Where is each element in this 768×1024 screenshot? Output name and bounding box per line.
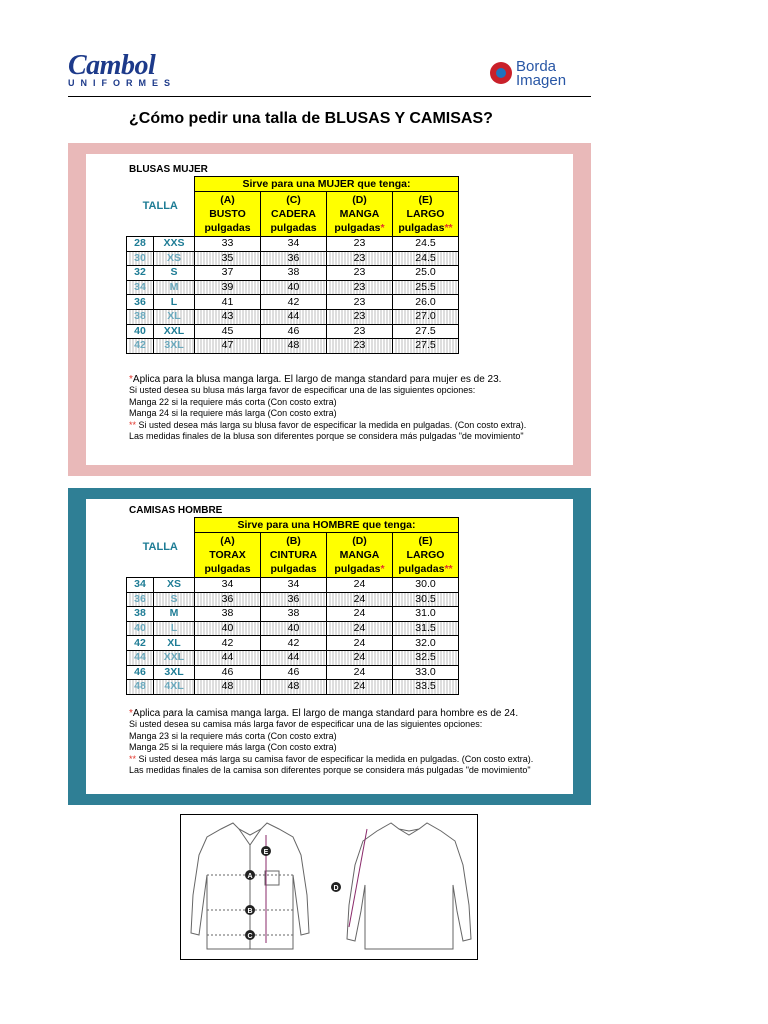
borda-imagen-logo-line1: Borda [516, 58, 557, 75]
table-row: 38 XL 43 44 23 27.0 [127, 309, 459, 324]
table-row: 44 XXL 44 44 24 32.5 [127, 650, 459, 665]
note-line: Manga 25 si la requiere más larga (Con costo extra) [129, 742, 337, 753]
table-row: 32 S 37 38 23 25.0 [127, 266, 459, 281]
measure-label: B [247, 908, 253, 915]
table-row: 36 S 36 36 24 30.5 [127, 592, 459, 607]
shirt-measurement-diagram [180, 814, 478, 960]
note-line: ** Si usted desea más larga su blusa favor de especificar la medida en pulgadas. (Con costo extra). [129, 419, 527, 430]
note-line: *Aplica para la camisa manga larga. El largo de manga standard para hombre es de 24. [129, 708, 519, 719]
table-row: 36 L 41 42 23 26.0 [127, 295, 459, 310]
camisas-notes [129, 708, 569, 776]
table-row: 30 XS 35 36 23 24.5 [127, 251, 459, 266]
note-line: Las medidas finales de la camisa son diferentes porque se considera más pulgadas "de movimiento" [129, 765, 531, 776]
column-header: (E) LARGO pulgadas** [393, 533, 459, 578]
blusas-card [86, 154, 573, 465]
table-row: 38 M 38 38 24 31.0 [127, 607, 459, 622]
blusas-section-title: BLUSAS MUJER [129, 164, 208, 175]
note-line: Las medidas finales de la blusa son diferentes porque se considera más pulgadas "de movimiento" [129, 431, 524, 442]
note-line: *Aplica para la blusa manga larga. El largo de manga standard para mujer es de 23. [129, 374, 502, 385]
blusas-size-table [126, 176, 459, 354]
table-row: 48 4XL 48 48 24 33.5 [127, 680, 459, 695]
column-header: (D) MANGA pulgadas* [327, 192, 393, 237]
table-row: 28 XXS 33 34 23 24.5 [127, 237, 459, 252]
note-line: ** Si usted desea más larga su camisa favor de especificar la medida en pulgadas. (Con costo extra). [129, 753, 534, 764]
note-line: Si usted desea su camisa más larga favor de especificar una de las siguientes opciones: [129, 719, 483, 730]
column-header: (C) CADERA pulgadas [261, 192, 327, 237]
shirt-diagram-svg [181, 815, 477, 959]
header-divider [68, 96, 591, 97]
measure-label: E [263, 849, 269, 856]
table-row: 42 XL 42 42 24 32.0 [127, 636, 459, 651]
blusas-frame [68, 143, 591, 476]
column-header: (A) TORAX pulgadas [195, 533, 261, 578]
blusas-main-header: Sirve para una MUJER que tenga: [195, 177, 459, 192]
note-line: Si usted desea su blusa más larga favor de especificar una de las siguientes opciones: [129, 385, 476, 396]
column-header: (B) CINTURA pulgadas [261, 533, 327, 578]
table-row: 46 3XL 46 46 24 33.0 [127, 665, 459, 680]
cambol-logo-script: Cambol [68, 50, 156, 81]
table-row: 34 XS 34 34 24 30.0 [127, 578, 459, 593]
camisas-section-title: CAMISAS HOMBRE [129, 505, 223, 516]
column-header: (A) BUSTO pulgadas [195, 192, 261, 237]
blusas-notes [129, 374, 569, 442]
column-header: (E) LARGO pulgadas** [393, 192, 459, 237]
borda-imagen-logo-icon [490, 62, 512, 84]
table-row: 42 3XL 47 48 23 27.5 [127, 339, 459, 354]
measure-label: A [247, 873, 253, 880]
page-title: ¿Cómo pedir una talla de BLUSAS Y CAMISAS? [129, 110, 493, 127]
table-row: 40 L 40 40 24 31.5 [127, 621, 459, 636]
talla-header: TALLA [127, 518, 195, 578]
measure-label: D [333, 885, 339, 892]
table-row: 40 XXL 45 46 23 27.5 [127, 324, 459, 339]
camisas-size-table [126, 517, 459, 695]
back-shirt-icon [347, 823, 471, 949]
talla-header: TALLA [127, 177, 195, 237]
note-line: Manga 24 si la requiere más larga (Con costo extra) [129, 408, 337, 419]
camisas-card [86, 499, 573, 794]
measure-label: C [247, 933, 253, 940]
cambol-logo [68, 50, 176, 96]
note-line: Manga 23 si la requiere más corta (Con costo extra) [129, 730, 337, 741]
note-line: Manga 22 si la requiere más corta (Con costo extra) [129, 396, 337, 407]
borda-imagen-logo [490, 58, 590, 92]
table-row: 34 M 39 40 23 25.5 [127, 280, 459, 295]
cambol-logo-sub: UNIFORMES [68, 78, 176, 88]
camisas-frame [68, 488, 591, 805]
camisas-main-header: Sirve para una HOMBRE que tenga: [195, 518, 459, 533]
borda-imagen-logo-line2: Imagen [516, 72, 567, 89]
column-header: (D) MANGA pulgadas* [327, 533, 393, 578]
